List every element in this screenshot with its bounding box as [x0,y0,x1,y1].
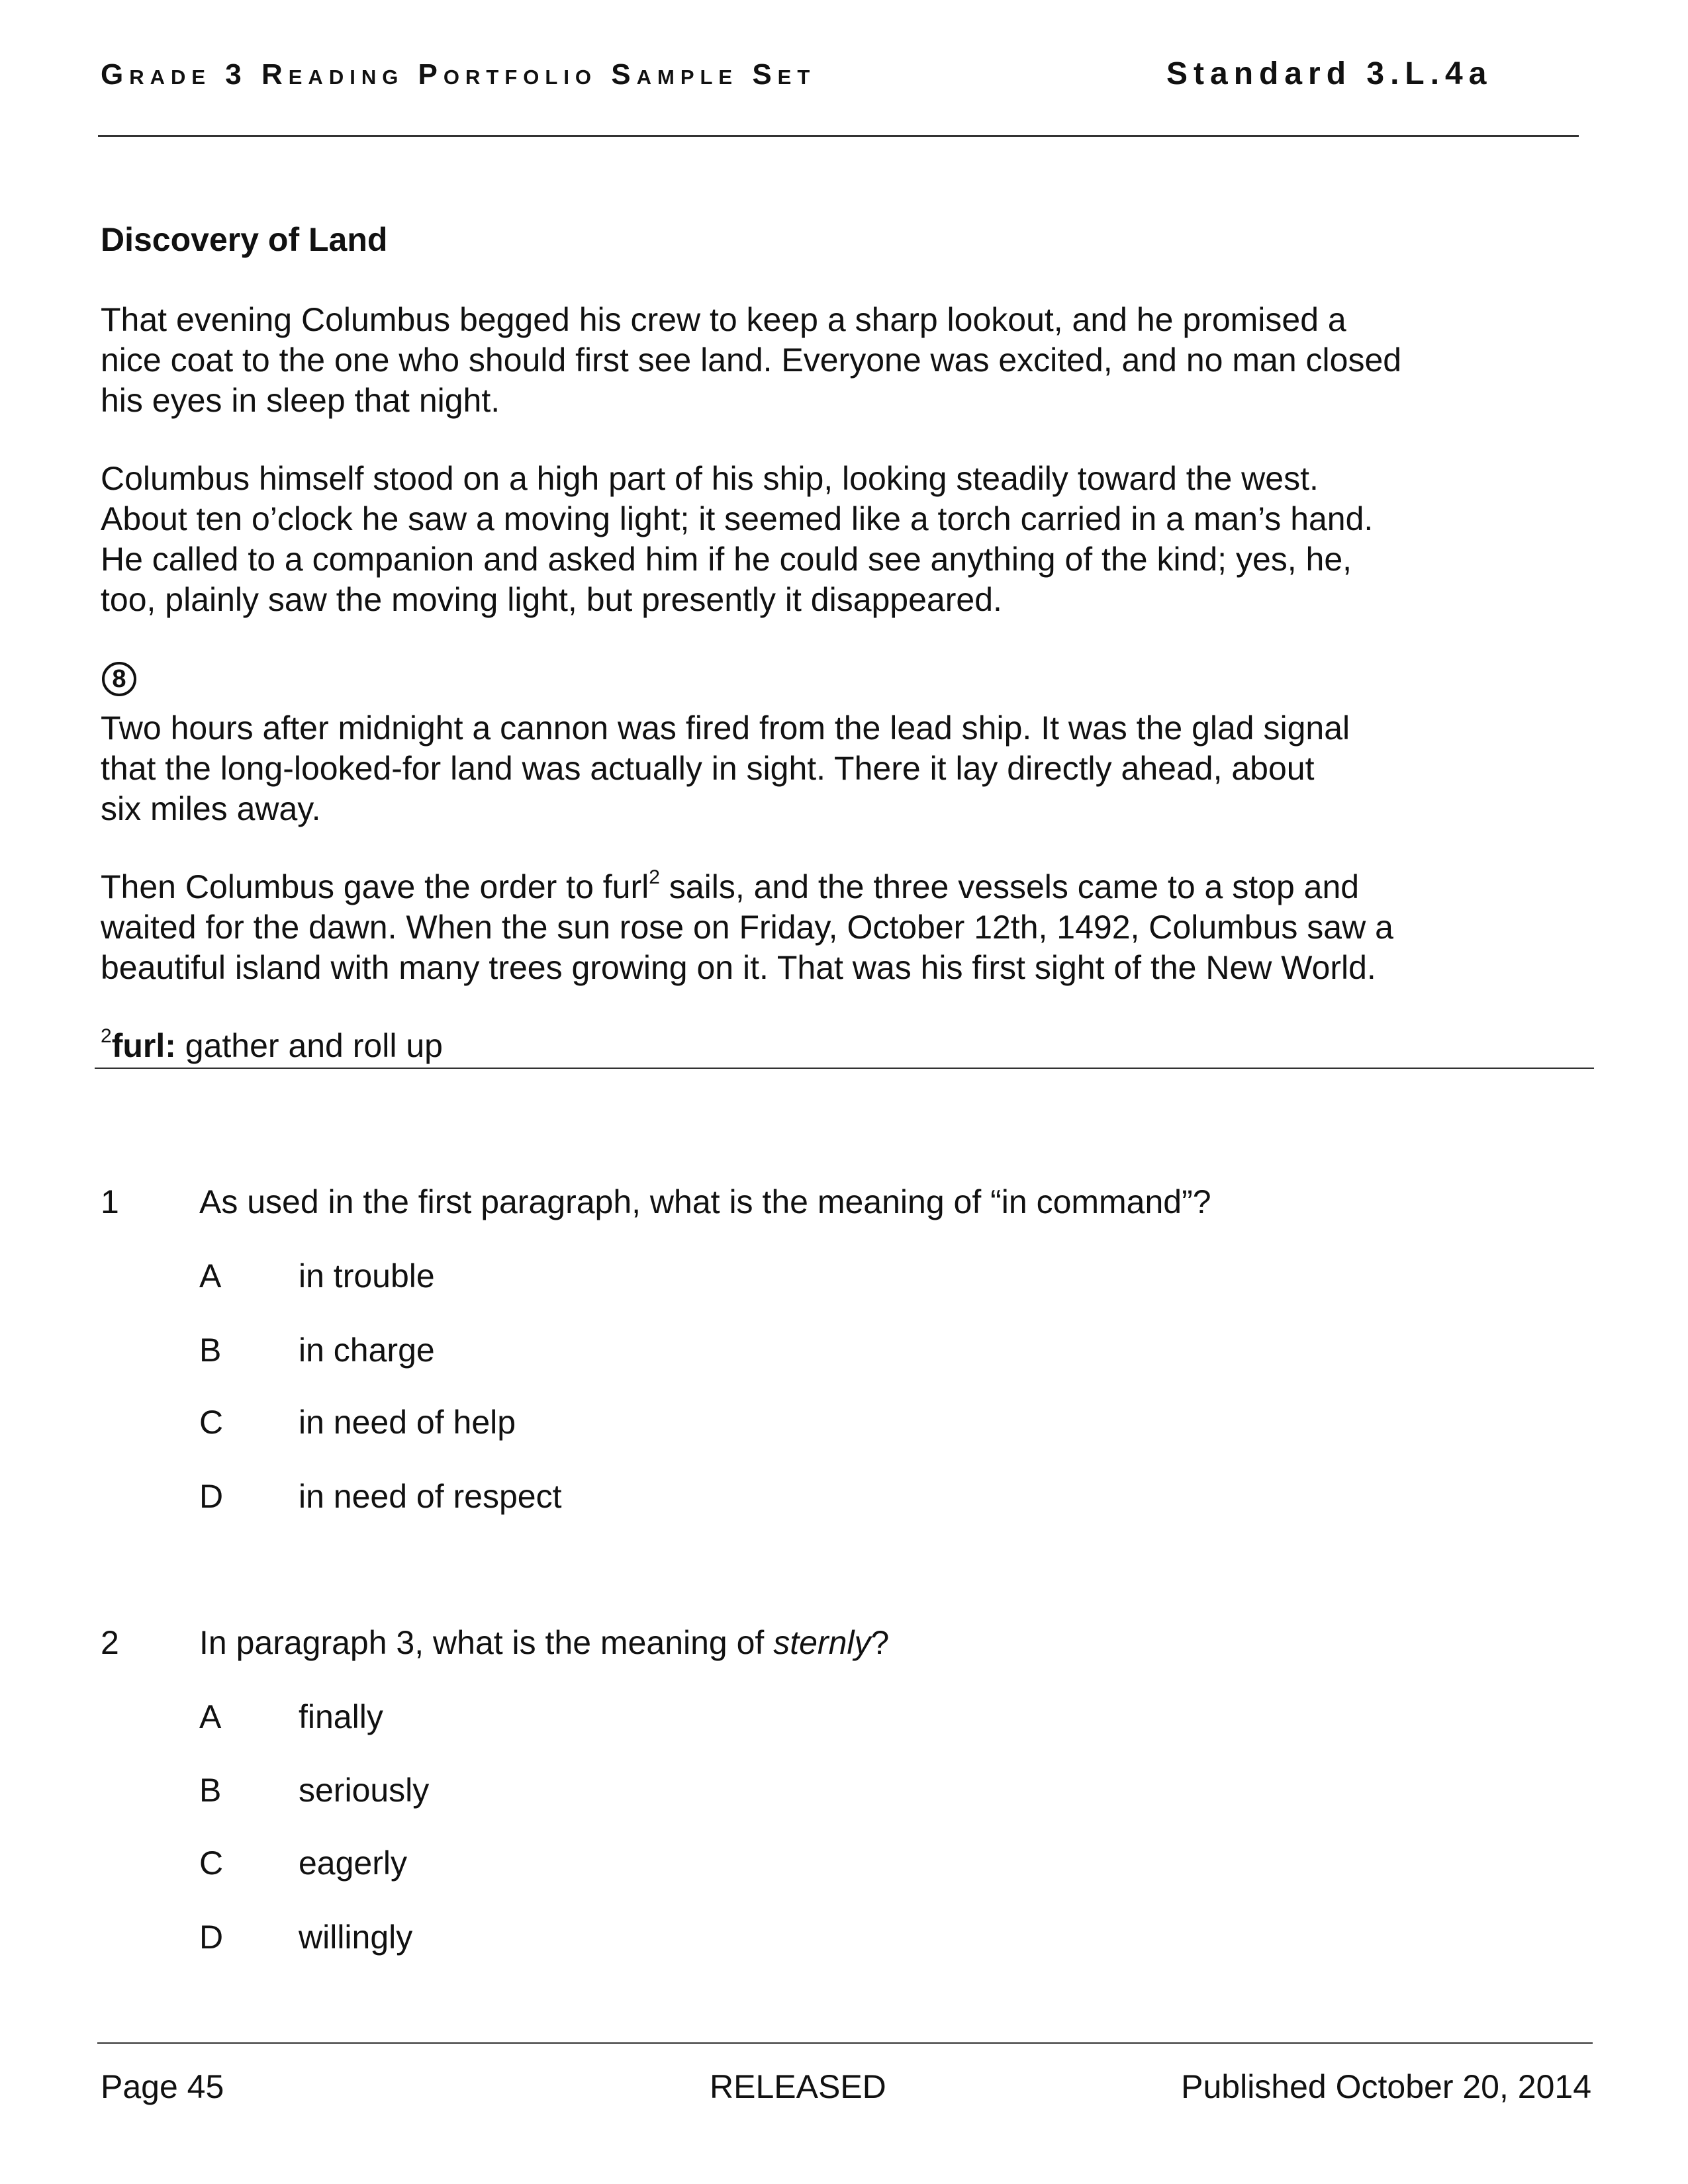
header-divider [98,135,1579,137]
passage-divider [95,1068,1594,1069]
q2-option-b-text[interactable]: seriously [299,1772,430,1809]
text-line: Two hours after midnight a cannon was fired from the lead ship. It was the glad signal [101,709,1350,747]
q1-option-c-text[interactable]: in need of help [299,1404,516,1441]
q1-option-a-letter[interactable]: A [199,1257,222,1295]
paragraph-number-marker: 8 [102,662,136,696]
q2-option-a-letter[interactable]: A [199,1698,222,1735]
q2-option-a-text[interactable]: finally [299,1698,383,1735]
text-line: That evening Columbus begged his crew to keep a sharp lookout, and he promised a [101,301,1346,338]
text-line: He called to a companion and asked him if he could see anything of the kind; yes, he, [101,541,1352,578]
text-line: that the long-looked-for land was actually in sight. There it lay directly ahead, about [101,750,1315,787]
text-line: beautiful island with many trees growing on it. That was his first sight of the New World. [101,949,1376,986]
q1-option-a-text[interactable]: in trouble [299,1257,435,1295]
footnote-definition: gather and roll up [175,1027,443,1064]
text-segment: Then Columbus gave the order to furl [101,868,649,905]
question-1-number: 1 [101,1183,119,1220]
q2-option-d-letter[interactable]: D [199,1919,224,1956]
text-line [101,867,1393,907]
footer-page: Page 45 [101,2068,224,2105]
footer-status: RELEASED [710,2068,886,2105]
q1-option-b-text[interactable]: in charge [299,1332,435,1369]
q1-option-c-letter[interactable]: C [199,1404,224,1441]
header-standard: Standard 3.L.4a [1166,56,1493,91]
stem-italic-word: sternly [773,1624,871,1661]
question-1-stem: As used in the first paragraph, what is the meaning of “in command”? [199,1183,1211,1220]
header-title: Grade 3 Reading Portfolio Sample Set [101,58,816,91]
passage-title: Discovery of Land [101,221,388,258]
q2-option-c-letter[interactable]: C [199,1844,224,1882]
text-line: About ten o’clock he saw a moving light; it seemed like a torch carried in a man’s hand. [101,500,1374,537]
text-line: too, plainly saw the moving light, but presently it disappeared. [101,581,1002,618]
stem-text: In paragraph 3, what is the meaning of [199,1624,774,1661]
paragraph-2 [101,459,1373,620]
footnote-ref: 2 [649,866,660,888]
footnote-number: 2 [101,1025,112,1047]
paragraph-1 [101,300,1401,421]
q1-option-b-letter[interactable]: B [199,1332,222,1369]
text-line: waited for the dawn. When the sun rose on Friday, October 12th, 1492, Columbus saw a [101,909,1393,946]
footnote [101,1026,443,1066]
question-2-stem [199,1623,889,1663]
text-line: nice coat to the one who should first see land. Everyone was excited, and no man closed [101,341,1402,379]
paragraph-3 [101,708,1350,829]
footnote-term: furl: [111,1027,176,1064]
text-line: Columbus himself stood on a high part of his ship, looking steadily toward the west. [101,460,1319,497]
paragraph-4 [101,867,1393,988]
footer-divider [97,2042,1593,2044]
q2-option-b-letter[interactable]: B [199,1772,222,1809]
q1-option-d-text[interactable]: in need of respect [299,1478,562,1515]
footer-published: Published October 20, 2014 [1181,2068,1591,2105]
q2-option-d-text[interactable]: willingly [299,1919,413,1956]
text-line: six miles away. [101,790,321,827]
text-segment: sails, and the three vessels came to a stop and [659,868,1360,905]
text-line: his eyes in sleep that night. [101,382,500,419]
q1-option-d-letter[interactable]: D [199,1478,224,1515]
question-2-number: 2 [101,1624,119,1661]
q2-option-c-text[interactable]: eagerly [299,1844,407,1882]
stem-text: ? [870,1624,890,1661]
